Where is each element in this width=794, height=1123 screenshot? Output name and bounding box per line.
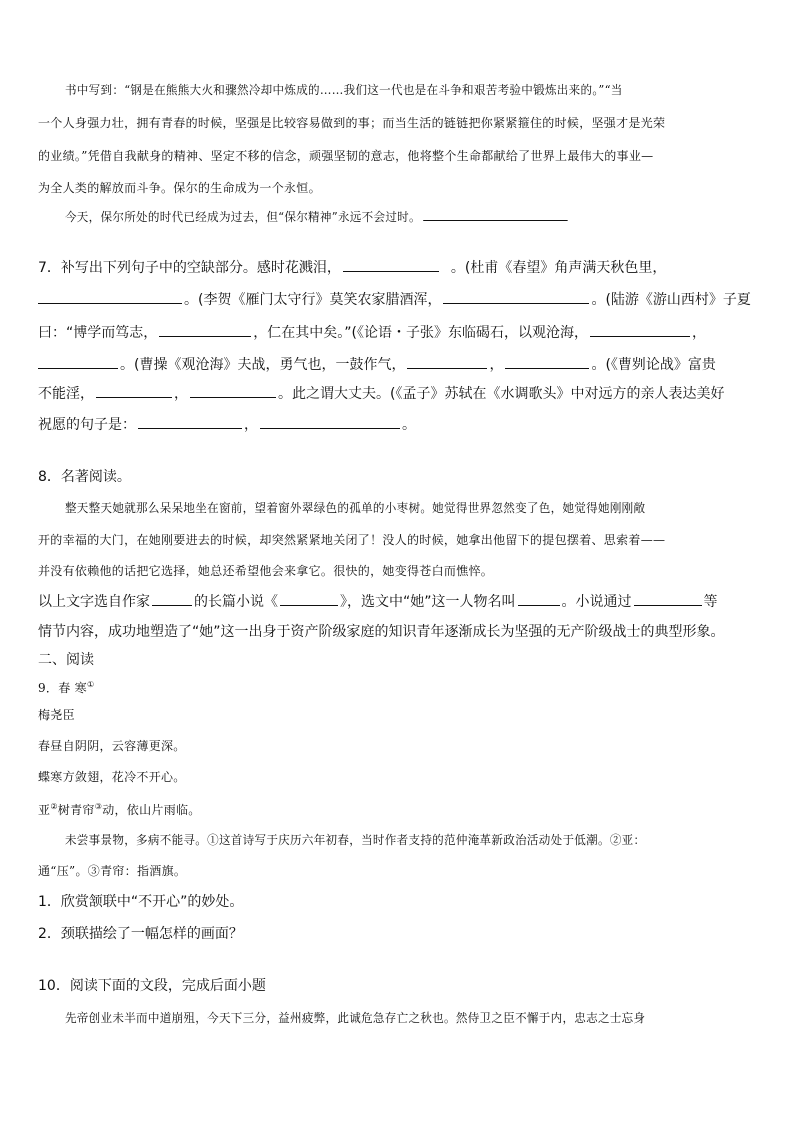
q7-text: 。(曹操《观沧海》夫战，勇气也，一鼓作气，	[120, 357, 406, 373]
plot-blank[interactable]	[634, 592, 702, 606]
section-heading: 二、阅读	[38, 652, 94, 668]
q7-text: 。(杜甫《春望》角声满天秋色里，	[450, 260, 667, 276]
passage-line: 为全人类的解放而斗争。保尔的生命成为一个永恒。	[38, 181, 321, 195]
passage-line: 的业绩。”凭借自我献身的精神、坚定不移的信念，顽强坚韧的意志，他将整个生命都献给了世界上最伟大的事业—	[38, 149, 654, 163]
poem-line: 春昼自阴阴，云容薄更深。	[38, 739, 186, 753]
q7-line-5	[38, 384, 760, 404]
answer-blank[interactable]	[443, 290, 589, 304]
passage-last-line	[38, 207, 760, 227]
answer-blank[interactable]	[138, 415, 242, 429]
poem-notes: 未尝事景物，多病不能寻。①这首诗写于庆历六年初春，当时作者支持的范仲淹革新政治活动处于低潮。②亚：	[64, 833, 646, 847]
q7-line-6	[38, 415, 760, 435]
poem-line	[38, 797, 760, 820]
novel-title-blank[interactable]	[280, 592, 338, 606]
footnote-mark: ③	[94, 802, 103, 811]
q7-text: 曰：“博学而笃志，	[38, 325, 158, 341]
q7-text: ，	[489, 357, 504, 373]
q7-text: 7．补写出下列句子中的空缺部分。感时花溅泪，	[38, 260, 341, 276]
poem-author: 梅尧臣	[38, 708, 75, 722]
q7-text: 不能淫，	[38, 386, 94, 402]
answer-blank[interactable]	[190, 384, 276, 398]
q7-line-3	[38, 323, 760, 343]
answer-blank[interactable]	[407, 355, 487, 369]
q7-text: 祝愿的句子是：	[38, 417, 136, 433]
poem-text: 动，依山片雨临。	[102, 803, 201, 817]
q9-subquestion: 2．颈联描绘了一幅怎样的画面？	[38, 926, 243, 942]
q9-title: 9．春 寒	[38, 681, 87, 695]
q7-text: 。(《曹刿论战》富贵	[591, 357, 716, 373]
answer-blank[interactable]	[159, 323, 251, 337]
character-name-blank[interactable]	[518, 592, 560, 606]
q8-text: 。小说通过	[561, 594, 632, 610]
q8-text: 以上文字选自作家	[38, 594, 150, 610]
answer-blank[interactable]	[260, 415, 400, 429]
passage-text: 今天，保尔所处的时代已经成为过去，但“保尔精神”永远不会过时。	[64, 210, 421, 224]
q8-text: 的长篇小说《	[194, 594, 278, 610]
q8-text: 》，选文中“她”这一人物名叫	[340, 594, 516, 610]
answer-blank[interactable]	[423, 207, 567, 221]
q9-subquestion: 1．欣赏颔联中“不开心”的妙处。	[38, 894, 244, 910]
q9-title-line	[38, 675, 760, 698]
q8-passage-line: 整天整天她就那么呆呆地坐在窗前，望着窗外翠绿色的孤单的小枣树。她觉得世界忽然变了色，她觉得她刚刚敞	[64, 501, 646, 515]
poem-notes: 通“压”。③青帘：指酒旗。	[38, 864, 187, 878]
answer-blank[interactable]	[505, 355, 589, 369]
footnote-mark: ①	[86, 680, 95, 689]
q8-passage-line: 并没有依赖他的话把它选择，她总还希望他会来拿它。很快的，她变得苍白而憔悴。	[38, 564, 494, 578]
passage-line: 一个人身强力壮，拥有青春的时候，坚强是比较容易做到的事；而当生活的链链把你紧紧箍住的时候，坚强才是光荣	[38, 116, 666, 130]
passage-line: 书中写到：“钢是在熊熊大火和骤然冷却中炼成的……我们这一代也是在斗争和艰苦考验中锻炼出来的。”“当	[64, 83, 623, 97]
q8-title: 8．名著阅读。	[38, 469, 131, 485]
q7-text: 。	[402, 417, 416, 433]
answer-blank[interactable]	[38, 355, 118, 369]
q7-text: ，	[244, 417, 258, 433]
q8-question-line-1	[38, 592, 760, 612]
q7-text: 。(李贺《雁门太守行》莫笑农家腊酒浑，	[184, 292, 442, 308]
q7-line-1	[38, 258, 760, 278]
footnote-mark: ②	[50, 802, 58, 811]
author-blank[interactable]	[152, 592, 192, 606]
poem-text: 亚	[38, 803, 51, 817]
q7-text: ，仁在其中矣。”(《论语・子张》东临碣石，以观沧海，	[253, 325, 588, 341]
q7-text: 。(陆游《游山西村》子夏	[591, 292, 751, 308]
q7-text: ，	[691, 325, 706, 341]
poem-line: 蝶寒方敛翅，花冷不开心。	[38, 770, 186, 784]
q7-line-2	[38, 290, 760, 310]
q10-passage: 先帝创业未半而中道崩殂，今天下三分，益州疲弊，此诚危急存亡之秋也。然侍卫之臣不懈于内，忠志之士忘身	[64, 1011, 646, 1025]
q8-text: 等	[703, 594, 718, 610]
answer-blank[interactable]	[590, 323, 690, 337]
q7-line-4	[38, 355, 760, 375]
q7-text: 。此之谓大丈夫。(《孟子》苏轼在《水调歌头》中对远方的亲人表达美好	[278, 386, 725, 402]
answer-blank[interactable]	[343, 258, 439, 272]
answer-blank[interactable]	[38, 290, 182, 304]
q8-passage-line: 开的幸福的大门，在她刚要进去的时候，却突然紧紧地关闭了！没人的时候，她拿出他留下的提包摆着、思索着——	[38, 533, 666, 547]
q7-text: ，	[174, 386, 188, 402]
q8-question-line-2: 情节内容，成功地塑造了“她”这一出身于资产阶级家庭的知识青年逐渐成长为坚强的无产阶级战士的典型形象。	[38, 624, 725, 640]
poem-text: 树青帘	[57, 803, 95, 817]
q10-title: 10．阅读下面的文段，完成后面小题	[38, 978, 266, 994]
answer-blank[interactable]	[96, 384, 172, 398]
